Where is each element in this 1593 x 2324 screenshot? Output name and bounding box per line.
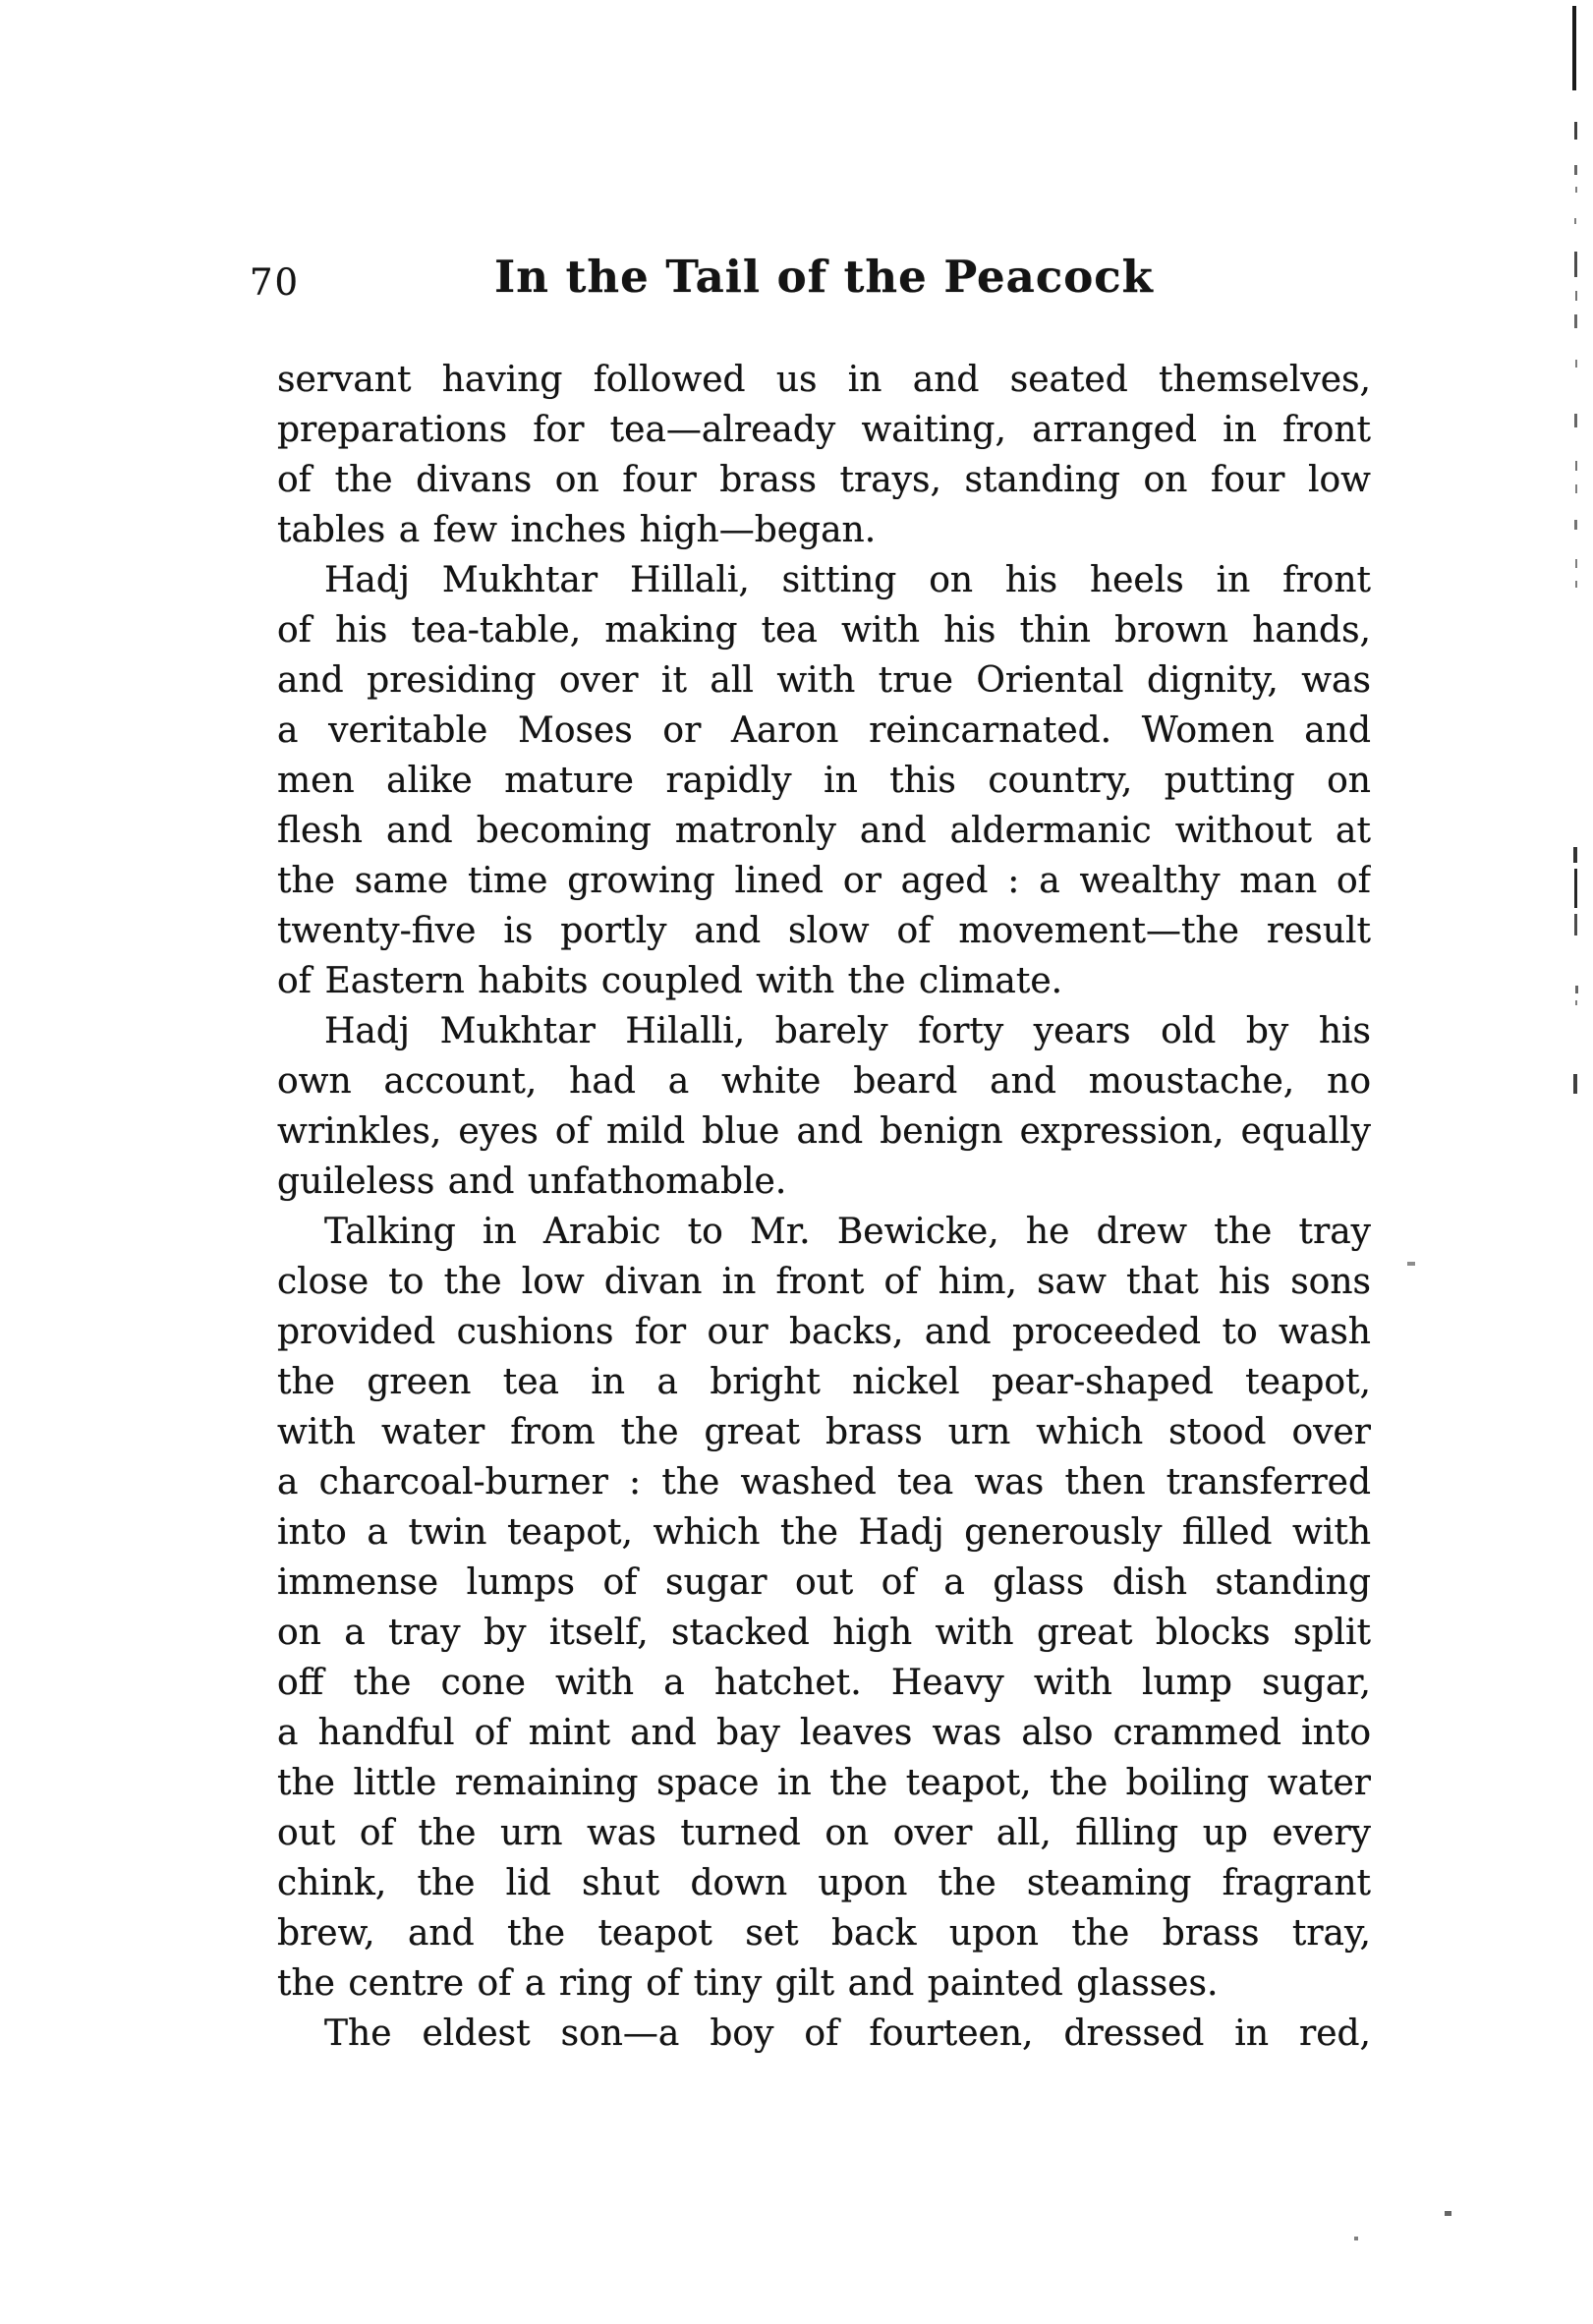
- scan-artifact: [1573, 847, 1577, 863]
- text-line: own account, had a white beard and moustache, no: [277, 1061, 1371, 1102]
- scan-artifact: [1574, 914, 1577, 935]
- text-line: Talking in Arabic to Mr. Bewicke, he drew the tray: [324, 1212, 1371, 1252]
- scan-artifact: [1575, 484, 1577, 493]
- scan-artifact: [1354, 2237, 1358, 2240]
- text-line: immense lumps of sugar out of a glass dish standing: [277, 1562, 1371, 1603]
- text-line: Hadj Mukhtar Hilalli, barely forty years old by his: [324, 1011, 1371, 1051]
- text-line: Hadj Mukhtar Hillali, sitting on his heels in front: [324, 560, 1371, 600]
- body-text: [277, 355, 1371, 2059]
- text-line: the centre of a ring of tiny gilt and painted glasses.: [277, 1963, 1219, 2004]
- scan-artifact: [1575, 986, 1578, 993]
- text-line: wrinkles, eyes of mild blue and benign expression, equally: [277, 1111, 1371, 1152]
- text-line: provided cushions for our backs, and proceeded to wash: [277, 1312, 1371, 1352]
- scan-artifact: [1574, 122, 1577, 140]
- scan-artifact: [1575, 187, 1577, 193]
- text-line: tables a few inches high—began.: [277, 510, 877, 550]
- text-line: the little remaining space in the teapot, the boiling water: [277, 1763, 1371, 1803]
- text-line: of Eastern habits coupled with the climate.: [277, 961, 1063, 1001]
- scan-artifact: [1575, 559, 1577, 568]
- text-line: brew, and the teapot set back upon the brass tray,: [277, 1913, 1371, 1954]
- text-line: preparations for tea—already waiting, arranged in front: [277, 410, 1371, 450]
- text-line: a handful of mint and bay leaves was also crammed into: [277, 1713, 1371, 1753]
- text-line: the green tea in a bright nickel pear-shaped teapot,: [277, 1362, 1371, 1402]
- scan-artifact: [1574, 869, 1577, 908]
- text-line: guileless and unfathomable.: [277, 1162, 787, 1202]
- scan-artifact: [1445, 2211, 1451, 2216]
- text-line: of his tea-table, making tea with his thin brown hands,: [277, 610, 1371, 651]
- scan-artifact: [1574, 520, 1577, 530]
- scan-artifact: [1575, 291, 1577, 301]
- text-line: with water from the great brass urn which stood over: [277, 1412, 1371, 1452]
- page-number: 70: [250, 261, 301, 304]
- text-line: the same time growing lined or aged : a wealthy man of: [277, 861, 1371, 901]
- text-line: a charcoal-burner : the washed tea was then transferred: [277, 1462, 1371, 1502]
- scan-artifact: [1572, 6, 1576, 90]
- text-line: out of the urn was turned on over all, filling up every: [277, 1813, 1371, 1853]
- text-line: on a tray by itself, stacked high with great blocks split: [277, 1613, 1371, 1653]
- text-line: The eldest son—a boy of fourteen, dressed in red,: [324, 2013, 1371, 2054]
- scan-artifact: [1407, 1262, 1415, 1266]
- text-line: flesh and becoming matronly and aldermanic without at: [277, 811, 1371, 851]
- scan-artifact: [1574, 414, 1577, 427]
- text-line: men alike mature rapidly in this country, putting on: [277, 761, 1371, 801]
- page-header: [250, 248, 1371, 307]
- scan-artifact: [1575, 1000, 1577, 1005]
- scan-artifact: [1575, 581, 1577, 588]
- scan-artifact: [1574, 165, 1577, 175]
- text-line: of the divans on four brass trays, standing on four low: [277, 460, 1371, 500]
- text-line: and presiding over it all with true Oriental dignity, was: [277, 660, 1371, 701]
- scan-artifact: [1575, 360, 1577, 368]
- page-title: In the Tail of the Peacock: [494, 251, 1154, 303]
- scan-artifact: [1574, 218, 1576, 224]
- scan-artifact: [1574, 252, 1577, 277]
- text-line: close to the low divan in front of him, saw that his sons: [277, 1262, 1371, 1302]
- text-line: twenty-five is portly and slow of movement—the result: [277, 911, 1371, 951]
- text-line: off the cone with a hatchet. Heavy with lump sugar,: [277, 1663, 1371, 1703]
- scan-artifact: [1575, 461, 1577, 471]
- scan-artifact: [1574, 314, 1577, 328]
- text-line: a veritable Moses or Aaron reincarnated. Women and: [277, 710, 1371, 751]
- text-line: into a twin teapot, which the Hadj generously filled with: [277, 1512, 1371, 1553]
- text-line: chink, the lid shut down upon the steaming fragrant: [277, 1863, 1371, 1903]
- text-line: servant having followed us in and seated themselves,: [277, 360, 1371, 400]
- scan-artifact: [1573, 1074, 1577, 1094]
